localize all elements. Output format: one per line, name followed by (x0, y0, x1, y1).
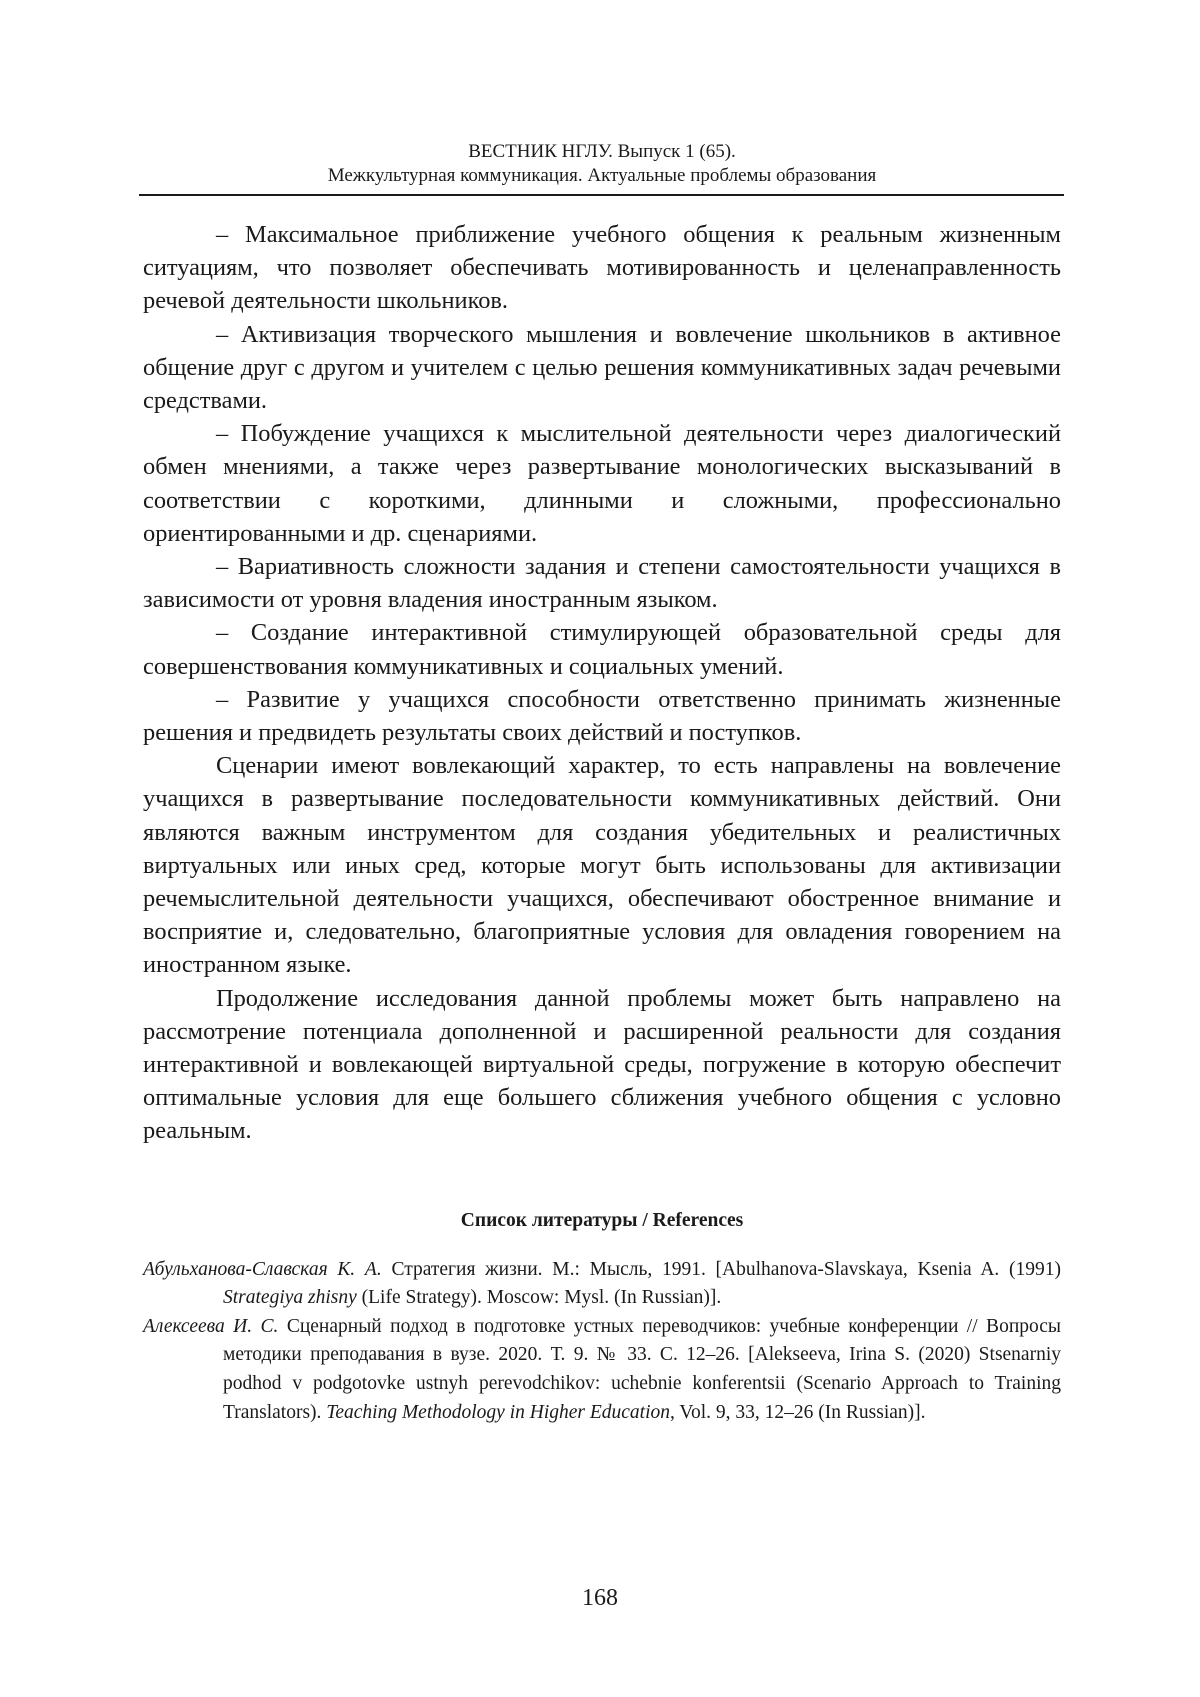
journal-title: ВЕСТНИК НГЛУ. Выпуск 1 (65). (143, 140, 1061, 164)
reference-item (143, 1256, 1061, 1313)
paragraph: – Побуждение учащихся к мыслительной деятельности через диалогический обмен мнениями, а также через развертывание монологических высказываний в соответствии с короткими, длинными и сложными, профессионально ориентированными и др. сценариями. (143, 417, 1061, 550)
running-head (143, 140, 1061, 188)
paragraph: – Максимальное приближение учебного общения к реальным жизненным ситуациям, что позволяет обеспечивать мотивированность и целенаправленность речевой деятельности школьников. (143, 218, 1061, 318)
reference-text: Стратегия жизни. М.: Мысль, 1991. [Abulhanova-Slavskaya, Ksenia A. (1991) (382, 1259, 1061, 1280)
reference-text: Сценарный подход в подготовке устных переводчиков: учебные конференции // Вопросы методики преподавания в вузе. 2020. Т. 9. № 33. С. 12–26. [Alekseeva, Irina S. (2020) Stsenarniy podhod v podgotovke ustnyh perevodchikov: uchebnie konferentsii (Scenario Approach to Training Translators). (223, 1316, 1061, 1423)
paragraph: – Развитие у учащихся способности ответственно принимать жизненные решения и предвидеть результаты своих действий и поступков. (143, 683, 1061, 749)
reference-title-italic: Strategiya zhisny (223, 1287, 357, 1308)
references-list (143, 1256, 1061, 1428)
article-body (143, 218, 1061, 1148)
paragraph: Продолжение исследования данной проблемы может быть направлено на рассмотрение потенциала дополненной и расширенной реальности для создания интерактивной и вовлекающей виртуальной среды, погружение в которую обеспечит оптимальные условия для еще большего сближения учебного общения с условно реальным. (143, 982, 1061, 1148)
page (143, 140, 1061, 1427)
references-title: Список литературы / References (143, 1208, 1061, 1234)
paragraph: – Вариативность сложности задания и степени самостоятельности учащихся в зависимости от уровня владения иностранным языком. (143, 550, 1061, 616)
reference-author: Алексеева И. С. (143, 1316, 278, 1337)
journal-section: Межкультурная коммуникация. Актуальные проблемы образования (143, 164, 1061, 188)
page-number: 168 (0, 1584, 1200, 1612)
paragraph: Сценарии имеют вовлекающий характер, то есть направлены на вовлечение учащихся в развертывание последовательности коммуникативных действий. Они являются важным инструментом для создания убедительных и реалистичных виртуальных или иных сред, которые могут быть использованы для активизации речемыслительной деятельности учащихся, обеспечивают обостренное внимание и восприятие и, следовательно, благоприятные условия для овладения говорением на иностранном языке. (143, 749, 1061, 981)
paragraph: – Активизация творческого мышления и вовлечение школьников в активное общение друг с другом и учителем с целью решения коммуникативных задач речевыми средствами. (143, 318, 1061, 418)
header-rule (139, 194, 1064, 196)
reference-title-italic: Teaching Methodology in Higher Education (326, 1402, 670, 1423)
reference-text: (Life Strategy). Moscow: Mysl. (In Russian)]. (357, 1287, 721, 1308)
reference-text: , Vol. 9, 33, 12–26 (In Russian)]. (670, 1402, 926, 1423)
reference-author: Абульханова-Славская К. А. (143, 1259, 382, 1280)
reference-item (143, 1313, 1061, 1427)
paragraph: – Создание интерактивной стимулирующей образовательной среды для совершенствования коммуникативных и социальных умений. (143, 616, 1061, 682)
